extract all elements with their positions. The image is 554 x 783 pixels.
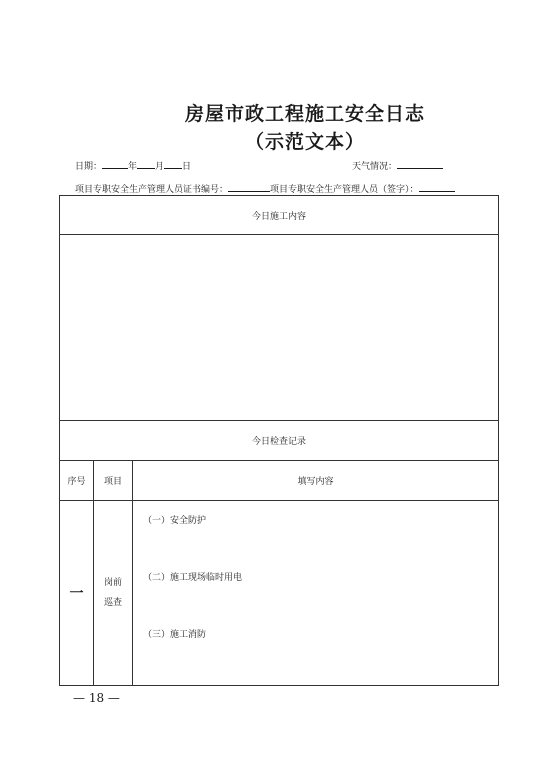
subitem-fire-protection: （三）施工消防: [143, 630, 207, 640]
construction-content-area[interactable]: [60, 235, 499, 421]
subitem-temporary-electricity: （二）施工现场临时用电: [143, 573, 243, 583]
cert-label: 项目专职安全生产管理人员证书编号：: [75, 185, 229, 195]
month-label: 月: [155, 162, 165, 172]
cert-field[interactable]: [228, 182, 270, 192]
page-number: — 18 —: [73, 691, 120, 705]
col-header-content: 填写内容: [133, 461, 499, 501]
date-line: [75, 159, 191, 172]
day-field[interactable]: [164, 159, 182, 169]
row-seq: 一: [60, 501, 94, 686]
section-header-inspection: 今日检查记录: [60, 421, 499, 461]
weather-line: [352, 159, 443, 172]
year-field[interactable]: [102, 159, 128, 169]
row-item-line2: 巡查: [103, 598, 122, 608]
subitem-safety-protection: （一）安全防护: [143, 516, 207, 526]
weather-field[interactable]: [397, 159, 443, 169]
year-label: 年: [128, 162, 138, 172]
personnel-line: [75, 182, 455, 195]
date-label: 日期：: [75, 162, 103, 172]
sign-field[interactable]: [419, 182, 455, 192]
section-header-construction: 今日施工内容: [60, 196, 499, 235]
document-subtitle: （示范文本）: [244, 131, 365, 153]
row-item: [94, 501, 133, 686]
weather-label: 天气情况：: [352, 162, 398, 172]
month-field[interactable]: [137, 159, 155, 169]
sign-label: 项目专职安全生产管理人员（签字）：: [270, 185, 419, 195]
safety-log-table: [59, 195, 499, 686]
row-content-area[interactable]: [133, 501, 499, 686]
col-header-seq: 序号: [60, 461, 94, 501]
day-label: 日: [182, 162, 192, 172]
col-header-item: 项目: [94, 461, 133, 501]
row-item-line1: 岗前: [103, 578, 122, 588]
document-title: 房屋市政工程施工安全日志: [184, 103, 425, 125]
